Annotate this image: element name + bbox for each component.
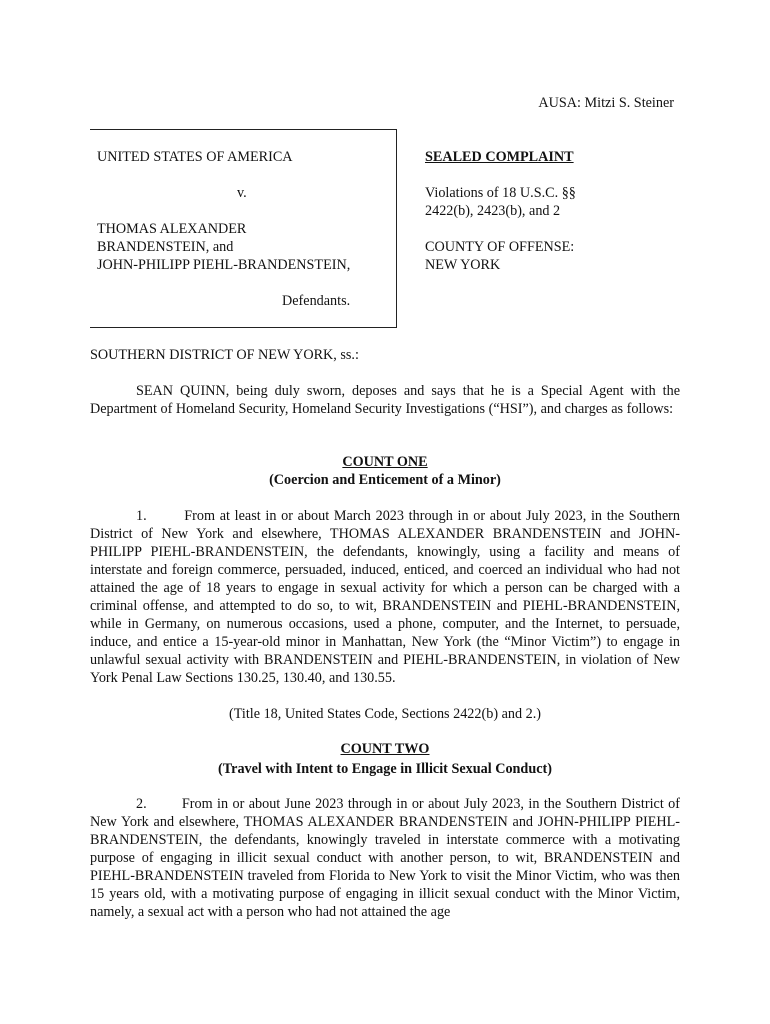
- violations-line-2: 2422(b), 2423(b), and 2: [425, 203, 561, 219]
- county-line-2: NEW YORK: [425, 257, 501, 273]
- defendant-line-2: BRANDENSTEIN, and: [97, 239, 234, 255]
- count-two-subheading: (Travel with Intent to Engage in Illicit Sexual Conduct): [218, 761, 552, 777]
- count-one-heading: COUNT ONE: [342, 454, 428, 470]
- intro-paragraph: SEAN QUINN, being duly sworn, deposes and says that he is a Special Agent with the Department of Homeland Security, Homeland Security Investigations (“HSI”), and charges as follows:: [90, 383, 680, 417]
- count-two-heading: COUNT TWO: [340, 741, 430, 757]
- defendant-line-3: JOHN-PHILIPP PIEHL-BRANDENSTEIN,: [97, 257, 351, 273]
- defendants-label: Defendants.: [282, 293, 351, 309]
- defendant-line-1: THOMAS ALEXANDER: [97, 221, 247, 237]
- complaint-title: SEALED COMPLAINT: [425, 149, 574, 165]
- count-one-citation: (Title 18, United States Code, Sections 2422(b) and 2.): [229, 706, 541, 722]
- district-venue: SOUTHERN DISTRICT OF NEW YORK, ss.:: [90, 347, 359, 363]
- versus-label: v.: [237, 185, 247, 201]
- county-line-1: COUNTY OF OFFENSE:: [425, 239, 575, 255]
- count-two-paragraph: 2. From in or about June 2023 through in or about July 2023, in the Southern District of New York and elsewhere, THOMAS ALEXANDER BRANDENSTEIN and JOHN-PHILIPP PIEHL-BRANDENSTEIN, the defendants, knowingly traveled in interstate commerce with a motivating purpose of engaging in illicit sexual conduct with another person, to wit, BRANDENSTEIN and PIEHL-BRANDENSTEIN traveled from Florida to New York to visit the Minor Victim, who was then 15 years old, with a motivating purpose of engaging in illicit sexual conduct with the Minor Victim, namely, a sexual act with a person who had not attained the age: [90, 796, 680, 920]
- count-one-paragraph: 1. From at least in or about March 2023 through in or about July 2023, in the Southern District of New York and elsewhere, THOMAS ALEXANDER BRANDENSTEIN and JOHN-PHILIPP PIEHL-BRANDENSTEIN, the defendants, knowingly, using a facility and means of interstate and foreign commerce, persuaded, induced, enticed, and coerced an individual who had not attained the age of 18 years to engage in sexual activity for which a person can be charged with a criminal offense, and attempted to do so, to wit, BRANDENSTEIN and PIEHL-BRANDENSTEIN, while in Germany, on numerous occasions, used a phone, computer, and the Internet, to persuade, induce, and entice a 15-year-old minor in Manhattan, New York (the “Minor Victim”) to engage in unlawful sexual activity with BRANDENSTEIN and PIEHL-BRANDENSTEIN, in violation of New York Penal Law Sections 130.25, 130.40, and 130.55.: [90, 508, 680, 686]
- plaintiff-name: UNITED STATES OF AMERICA: [97, 149, 293, 165]
- violations-line-1: Violations of 18 U.S.C. §§: [425, 185, 576, 201]
- count-one-subheading: (Coercion and Enticement of a Minor): [269, 472, 501, 488]
- ausa-header: AUSA: Mitzi S. Steiner: [538, 95, 674, 111]
